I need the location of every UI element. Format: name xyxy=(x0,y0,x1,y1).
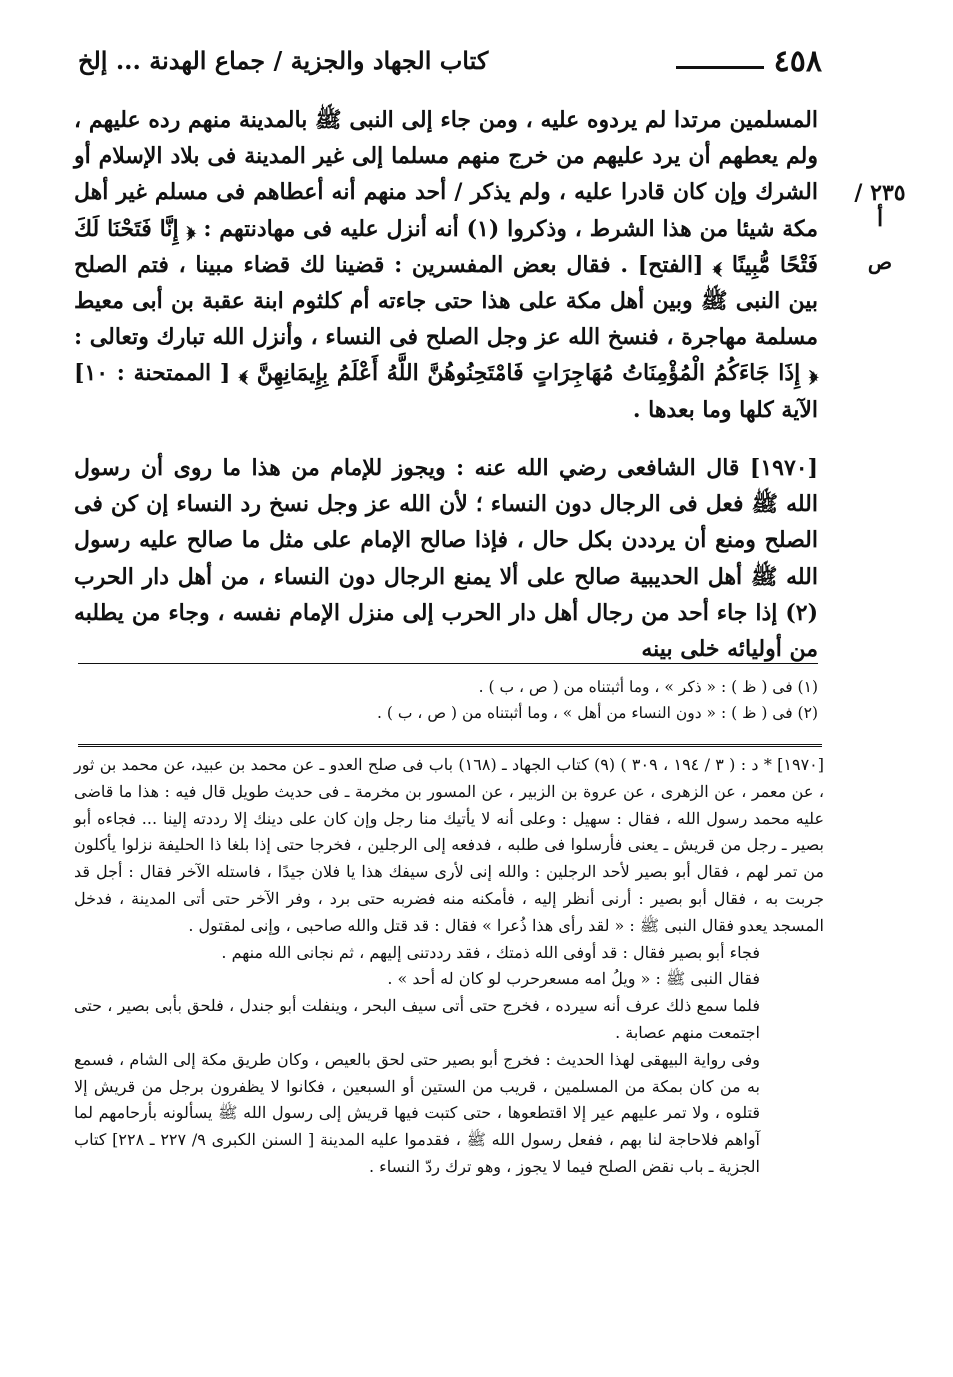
hadith-takhrij-notes xyxy=(74,752,824,1181)
folio-reference: ٢٣٥ / أ xyxy=(854,180,906,232)
footnote: (١) فى ( ظ ) : « ذكر » ، وما أثبتناه من ( ص ، ب ) . xyxy=(478,678,818,696)
header-rule xyxy=(676,66,764,69)
footnote: (٢) فى ( ظ ) : « دون النساء من أهل » ، وما أثبتناه من ( ص ، ب ) . xyxy=(377,704,818,722)
takhrij-paragraph: فقال النبى ﷺ : « ويلُ امه مسعرحرب لو كان له أحد » . xyxy=(387,969,760,989)
takhrij-paragraph: فجاء أبو بصير فقال : قد أوفى الله ذمتك ، فقد رددتنى إليهم ، ثم نجانى الله منهم . xyxy=(221,942,760,962)
takhrij-paragraph: [١٩٧٠] * د : ( ٣ / ١٩٤ ، ٣٠٩ ) (٩) كتاب الجهاد ـ (١٦٨) باب فى صلح العدو ـ عن محمد بن عبيد، عن محمد بن ثور ، عن معمر ، عن الزهرى ، عن عروة بن الزبير ، عن المسور بن مخرمة ـ فى حديث طويل قال فيه : هذا ما قاضى عليه محمد رسول الله ، فقال : سهيل : وعلى أنه لا يأتيك منا رجل وإن كان على دينك إلا رددته إلينا ... فجاءه أبو بصير ـ رجل من قريش ـ يعنى فأرسلوا فى طلبه ، فدفعه إلى الرجلين ، فخرجا حتى إذا بلغا ذا الحليفة نزلوا يأكلون من تمر لهم ، فقال أبو بصير لأحد الرجلين : والله إنى لأرى سيفك هذا يا فلان جيدًا ، فاستله الآخر فقال : أجل قد جربت به ، فقال أبو بصير : أرنى أنظر إليه ، فأمكنه منه فضربه حتى برد ، وفر الآخر حتى أتى المدينة ، فدخل المسجد يعدو فقال النبى ﷺ : « لقد رأى هذا ذُعرا » فقال : قد قتل والله صاحبى ، وإنى لمقتول . xyxy=(74,755,825,935)
takhrij-separator xyxy=(78,744,822,747)
takhrij-paragraph: وفى رواية البيهقى لهذا الحديث : فخرج أبو بصير حتى لحق بالعيص ، وكان طريق مكة إلى الشام ، فسمع به من كان بمكة من المسلمين ، قريب من الستين أو السبعين ، فكانوا لا يظفرون برجل من قريش إلا قتلوه ، ولا تمر عليهم عير إلا اقتطعوها ، حتى كتبت فيها قريش إلى رسول الله ﷺ يسألونه بأرحامهم لما آواهم فلاحاجة لنا بهم ، ففعل رسول الله ﷺ ، فقدموا عليه المدينة [ السنن الكبرى ٩/ ٢٢٧ ـ ٢٢٨] كتاب الجزية ـ باب نقض الصلح فيما لا يجوز ، وهو ترك ردّ النساء . xyxy=(74,1049,761,1176)
ruling-number: [١٩٧٠] xyxy=(749,455,818,481)
footnote-separator xyxy=(78,663,818,664)
manuscript-siglum: ص xyxy=(867,250,893,274)
running-title: كتاب الجهاد والجزية / جماع الهدنة ... إلخ xyxy=(78,46,489,75)
ruling-paragraph xyxy=(74,450,818,667)
takhrij-paragraph: فلما سمع ذلك عرف أنه سيرده ، فخرج حتى أتى سيف البحر ، وينفلت أبو جندل ، فلحق بأبى بصير ، حتى اجتمعت منهم عصابة . xyxy=(74,996,760,1042)
paragraph-text: المسلمين مرتدا لم يردوه عليه ، ومن جاء إلى النبى ﷺ بالمدينة منهم رده عليهم ، ولم يعطهم أن يرد عليهم من خرج منهم مسلما إلى غير المدينة فى بلاد الإسلام أو الشرك وإن كان قادرا عليه ، ولم يذكر / أحد منهم أنه أعطاهم فى مسلم غير أهل مكة شيئا من هذا الشرط ، وذكروا (١) أنه أنزل عليه فى مهادنتهم : ﴿ إِنَّا فَتَحْنَا لَكَ فَتْحًا مُّبِينًا ﴾ [الفتح] . فقال بعض المفسرين : قضينا لك قضاء مبينا ، فتم الصلح بين النبى ﷺ وبين أهل مكة على هذا حتى جاءته أم كلثوم ابنة عقبة بن أبى معيط مسلمة مهاجرة ، فنسخ الله عز وجل الصلح فى النساء ، وأنزل الله تبارك وتعالى : ﴿ إِذَا جَاءَكُمُ الْمُؤْمِنَاتُ مُهَاجِرَاتٍ فَامْتَحِنُوهُنَّ اللَّهُ أَعْلَمُ بِإِيمَانِهِنَّ ﴾ [ الممتحنة : ١٠] الآية كلها وما بعدها . xyxy=(74,107,818,423)
main-text-paragraph-2 xyxy=(74,450,818,667)
page-number: ٤٥٨ xyxy=(773,44,822,79)
manuscript-folio-note xyxy=(848,180,912,274)
paragraph-text: ويجوز للإمام من هذا ما روى أن رسول الله ﷺ فعل فى الرجال دون النساء ؛ لأن الله عز وجل نسخ رد النساء إن كن فى الصلح ومنع أن يرددن بكل حال ، فإذا صالح الإمام على مثل ما صالح عليه رسول الله ﷺ أهل الحديبية صالح على ألا يمنع الرجال دون النساء ، من أهل دار الحرب (٢) إذا جاء أحد من رجال أهل دار الحرب إلى منزل الإمام نفسه ، وجاء من يطلبه من أوليائه خلى بينه xyxy=(74,455,818,663)
main-text-paragraph-1 xyxy=(74,102,818,428)
running-header xyxy=(78,40,822,84)
ruling-lead: قال الشافعى رضي الله عنه : xyxy=(456,455,740,481)
footnotes xyxy=(78,674,818,726)
